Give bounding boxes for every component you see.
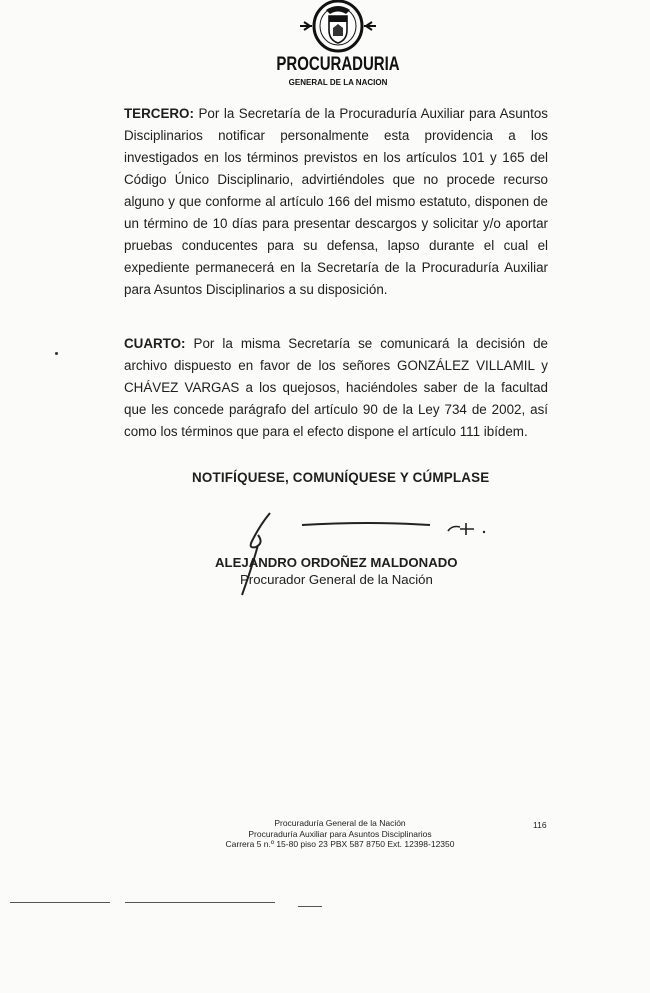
cuarto-paragraph [124,333,548,443]
cuarto-colon: : [181,336,186,351]
scan-speck [55,352,58,355]
svg-text:PROCURADURIA: PROCURADURIA [276,52,400,75]
cuarto-label: CUARTO [124,336,182,351]
signer-title: Procurador General de la Nación [240,572,433,587]
page-number: 116 [533,820,547,830]
bottom-rule-center [125,902,275,903]
signer-name: ALEJANDRO ORDOÑEZ MALDONADO [215,555,458,570]
procuraduria-seal-logo [276,0,400,92]
footer-line-2: Procuraduría Auxiliar para Asuntos Disciplinarios [248,828,432,839]
page-footer [200,818,480,850]
footer-line-1: Procuraduría General de la Nación [274,818,406,828]
tercero-colon: : [189,106,194,121]
closing-formula: NOTIFÍQUESE, COMUNÍQUESE Y CÚMPLASE [192,470,490,485]
footer-line-3: Carrera 5 n.º 15-80 piso 23 PBX 587 8750 Ext. 12398-12350 [225,839,455,849]
svg-text:GENERAL DE LA NACION: GENERAL DE LA NACION [288,78,388,87]
cuarto-text: Por la misma Secretaría se comunicará la decisión de archivo dispuesto en favor de los señores GONZÁLEZ VILLAMIL y CHÁVEZ VARGAS a los quejosos, haciéndoles saber de la facultad que les concede parágrafo del artículo 90 de la Ley 734 de 2002, así como los términos que para el efecto dispone el artículo 111 ibídem. [124,336,548,439]
coat-of-arms-icon [300,1,376,51]
tercero-paragraph [124,103,548,301]
tercero-text: Por la Secretaría de la Procuraduría Auxiliar para Asuntos Disciplinarios notificar personalmente esta providencia a los investigados en los términos previstos en los artículos 101 y 165 del Código Único Disciplinario, advirtiéndoles que no procede recurso alguno y que conforme al artículo 166 del mismo estatuto, disponen de un término de 10 días para presentar descargos y solicitar y/o aportar pruebas conducentes para su defensa, lapso durante el cual el expediente permanecerá en la Secretaría de la Procuraduría Auxiliar para Asuntos Disciplinarios a su disposición. [124,106,548,297]
bottom-rule-mark [298,906,322,907]
bottom-rule-left [10,902,110,903]
tercero-label: TERCERO [124,106,190,121]
